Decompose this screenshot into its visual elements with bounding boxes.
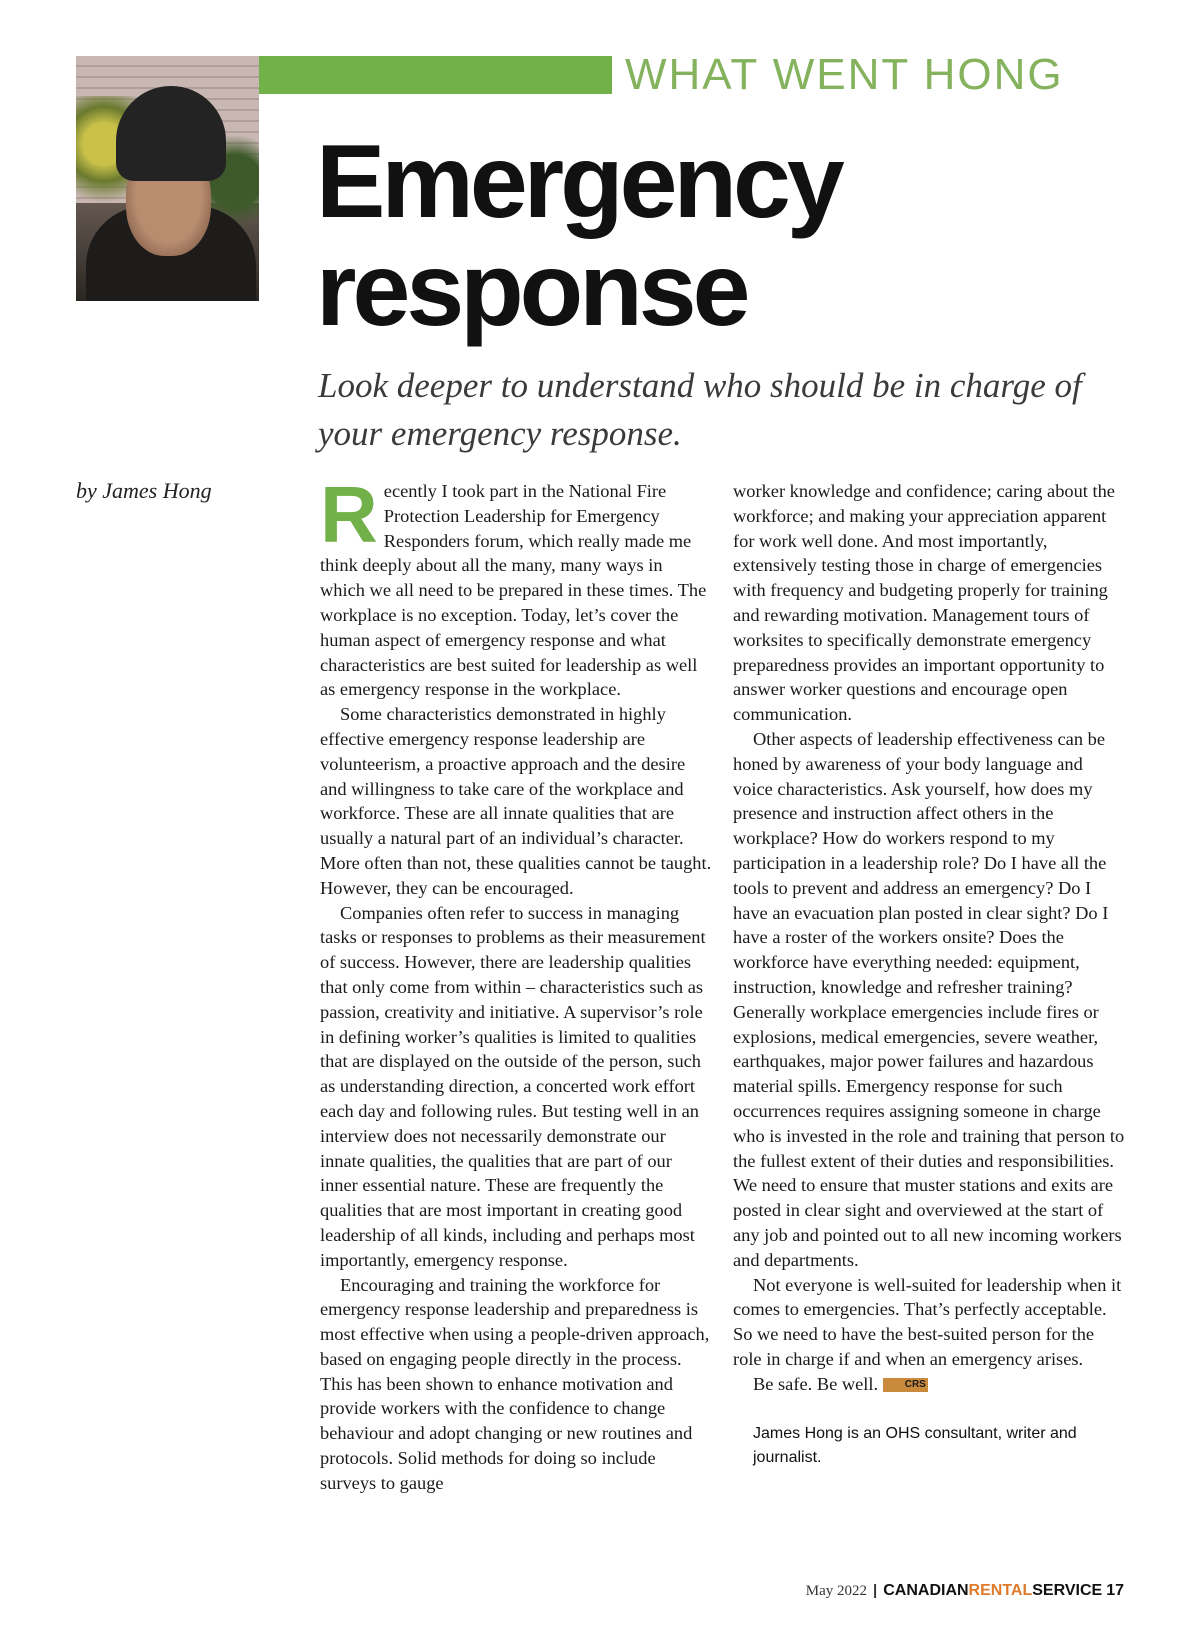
- paragraph: Other aspects of leadership effectiveness can be honed by awareness of your body language and voice characteristics. Ask yourself, how does my presence and instruction affect others in the workplace? How do workers respond to my participation in a leadership role? Do I have all the tools to prevent and address an emergency? Do I have an evacuation plan posted in clear sight? Do I have a roster of the workers onsite? Does the workforce have everything needed: equipment, instruction, knowledge and refresher training? Generally workplace emergencies include fires or explosions, medical emergencies, severe weather, earthquakes, major power failures and hazardous material spills. Emergency response for such occurrences requires assigning someone in charge who is invested in the role and training that person to the fullest extent of their duties and responsibilities. We need to ensure that muster stations and exits are posted in clear sight and overviewed at the start of any job and pointed out to all new incoming workers and departments.: [733, 728, 1125, 1270]
- paragraph: Some characteristics demonstrated in highly effective emergency response leadership are volunteerism, a proactive approach and the desire and willingness to take care of the workplace and workforce. These are all innate qualities that are usually a natural part of an individual’s character. More often than not, these qualities cannot be taught. However, they can be encouraged.: [320, 704, 712, 898]
- deck-subtitle: Look deeper to understand who should be in charge of your emergency response.: [318, 366, 1082, 453]
- signoff: Be safe. Be well. CRS: [753, 1373, 926, 1394]
- paragraph: worker knowledge and confidence; caring about the workforce; and making your appreciation apparent for work well done. And most importantly, extensively testing those in charge of emergencies with frequency and budgeting properly for training and rewarding motivation. Management tours of worksites to specifically demonstrate emergency preparedness provides an important opportunity to answer worker questions and encourage open communication.: [733, 481, 1115, 725]
- footer-separator: |: [873, 1582, 878, 1599]
- article-column-2: [733, 479, 1125, 1470]
- headline-line-1: Emergency: [316, 124, 841, 240]
- crs-endmark-icon: CRS: [883, 1378, 928, 1392]
- author-photo: [76, 56, 259, 301]
- byline: by James Hong: [76, 478, 212, 503]
- headline-line-2: response: [316, 232, 747, 348]
- article-column-1: [320, 470, 712, 1496]
- section-label: WHAT WENT HONG: [625, 50, 1064, 99]
- headline: [316, 124, 1136, 348]
- drop-cap: R: [320, 470, 378, 559]
- page-footer: [806, 1582, 1124, 1600]
- section-color-bar: [259, 56, 612, 94]
- author-bio: James Hong is an OHS consultant, writer and journalist.: [753, 1425, 1077, 1467]
- issue-date: May 2022: [805, 1583, 868, 1599]
- paragraph: Companies often refer to success in managing tasks or responses to problems as their measurement of success. However, there are leadership qualities that only come from within – characteristics such as passion, creativity and initiative. A supervisor’s role in defining worker’s qualities is limited to qualities that are displayed on the outside of the person, such as understanding direction, a concerted work effort each day and following rules. But testing well in an interview does not necessarily demonstrate our innate qualities, the qualities that are part of our inner essential nature. These are frequently the qualities that are most important in creating good leadership of all kinds, including and perhaps most importantly, emergency response.: [320, 902, 706, 1270]
- magazine-name: CANADIANRENTALSERVICE: [883, 1582, 1103, 1599]
- paragraph: Encouraging and training the workforce for emergency response leadership and preparedness is most effective when using a people-driven approach, based on engaging people directly in the process. This has been shown to enhance motivation and provide workers with the confidence to change behaviour and adopt changing or new routines and protocols. Solid methods for doing so include surveys to gauge: [320, 1274, 710, 1493]
- paragraph: Not everyone is well-suited for leadership when it comes to emergencies. That’s perfectly acceptable. So we need to have the best-suited person for the role in charge if and when an emergency arises.: [733, 1274, 1122, 1369]
- paragraph: Recently I took part in the National Fire Protection Leadership for Emergency Responders forum, which really made me think deeply about all the many, many ways in which we all need to be prepared in these times. The workplace is no exception. Today, let’s cover the human aspect of emergency response and what characteristics are best suited for leadership as well as emergency response in the workplace.: [320, 470, 707, 700]
- page-number: 17: [1106, 1582, 1124, 1599]
